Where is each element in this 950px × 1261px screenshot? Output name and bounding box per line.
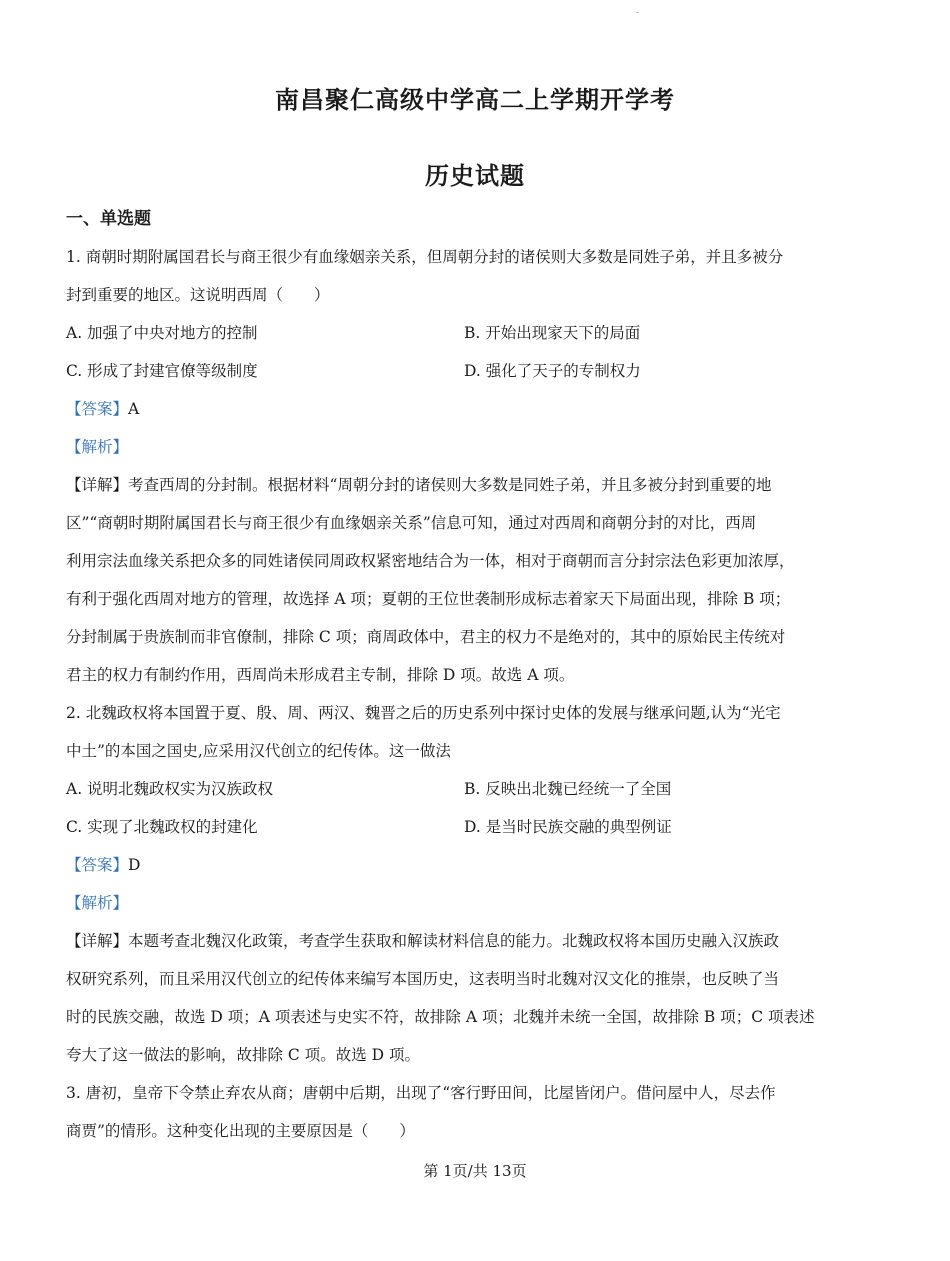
answer-value: A xyxy=(128,400,140,418)
q2-detail-line xyxy=(66,922,864,960)
q1-option-d: D. 强化了天子的专制权力 xyxy=(464,362,641,380)
section-heading: 一、单选题 xyxy=(66,209,151,229)
analysis-tag: 【解析】 xyxy=(66,438,129,456)
q1-detail-line: 君主的权力有制约作用，西周尚未形成君主专制，排除 D 项。故选 A 项。 xyxy=(66,666,575,684)
q1-analysis xyxy=(66,428,864,466)
q1-detail-line xyxy=(66,466,864,504)
answer-value: D xyxy=(128,856,141,874)
q2-analysis xyxy=(66,884,864,922)
q2-option-b: B. 反映出北魏已经统一了全国 xyxy=(464,780,672,798)
questions-body xyxy=(66,238,864,1150)
q3-stem-line: 商贾”的情形。这种变化出现的主要原因是（ ） xyxy=(66,1122,415,1140)
q1-stem-line: 封到重要的地区。这说明西周（ ） xyxy=(66,286,330,304)
q1-detail-line: 有利于强化西周对地方的管理，故选择 A 项；夏朝的王位世袭制形成标志着家天下局面出现，排除 B 项； xyxy=(66,590,791,608)
q2-stem-line: 2. 北魏政权将本国置于夏、殷、周、两汉、魏晋之后的历史系列中探讨史体的发展与继承问题,认为“光宅 xyxy=(66,704,781,722)
q2-option-d: D. 是当时民族交融的典型例证 xyxy=(464,818,672,836)
q1-option-b: B. 开始出现家天下的局面 xyxy=(464,324,641,342)
header-mark: - xyxy=(636,8,640,18)
q2-options-row xyxy=(66,770,864,808)
answer-tag: 【答案】 xyxy=(66,856,129,874)
q2-options-row xyxy=(66,808,864,846)
q1-detail-line: 分封制属于贵族制而非官僚制，排除 C 项；商周政体中，君主的权力不是绝对的，其中的原始民主传统对 xyxy=(66,628,786,646)
q1-answer xyxy=(66,390,864,428)
q1-detail-line: 利用宗法血缘关系把众多的同姓诸侯同周政权紧密地结合为一体，相对于商朝而言分封宗法色彩更加浓厚， xyxy=(66,552,795,570)
analysis-tag: 【解析】 xyxy=(66,894,129,912)
q2-stem-line: 中土”的本国之国史,应采用汉代创立的纪传体。这一做法 xyxy=(66,742,451,760)
detail-tag: 【详解】 xyxy=(66,476,129,494)
q1-options-row xyxy=(66,314,864,352)
q3-stem-line: 3. 唐初，皇帝下令禁止弃农从商；唐朝中后期，出现了“客行野田间，比屋皆闭户。借问屋中人，尽去作 xyxy=(66,1084,776,1102)
document-title: 南昌聚仁高级中学高二上学期开学考 xyxy=(275,85,675,114)
q2-detail-line: 权研究系列，而且采用汉代创立的纪传体来编写本国历史，这表明当时北魏对汉文化的推崇，也反映了当 xyxy=(66,970,780,988)
q1-option-c: C. 形成了封建官僚等级制度 xyxy=(66,362,258,380)
q2-detail-line: 时的民族交融，故选 D 项；A 项表述与史实不符，故排除 A 项；北魏并未统一全国，故排除 B 项；C 项表述 xyxy=(66,1008,815,1026)
answer-tag: 【答案】 xyxy=(66,400,129,418)
q2-answer xyxy=(66,846,864,884)
detail-text: 考查西周的分封制。根据材料“周朝分封的诸侯则大多数是同姓子弟，并且多被分封到重要的地 xyxy=(128,476,772,494)
q2-option-a: A. 说明北魏政权实为汉族政权 xyxy=(66,780,274,798)
page-footer: 第 1页/共 13页 xyxy=(423,1162,527,1180)
q1-options-row xyxy=(66,352,864,390)
detail-text: 本题考查北魏汉化政策，考查学生获取和解读材料信息的能力。北魏政权将本国历史融入汉族政 xyxy=(128,932,780,950)
q2-detail-line: 夸大了这一做法的影响，故排除 C 项。故选 D 项。 xyxy=(66,1046,420,1064)
q1-stem-line: 1. 商朝时期附属国君长与商王很少有血缘姻亲关系，但周朝分封的诸侯则大多数是同姓子弟，并且多被分 xyxy=(66,248,784,266)
q1-detail-line: 区”“商朝时期附属国君长与商王很少有血缘姻亲关系”信息可知，通过对西周和商朝分封的对比，西周 xyxy=(66,514,757,532)
detail-tag: 【详解】 xyxy=(66,932,129,950)
document-subtitle: 历史试题 xyxy=(425,161,525,190)
q1-option-a: A. 加强了中央对地方的控制 xyxy=(66,324,258,342)
q2-option-c: C. 实现了北魏政权的封建化 xyxy=(66,818,258,836)
